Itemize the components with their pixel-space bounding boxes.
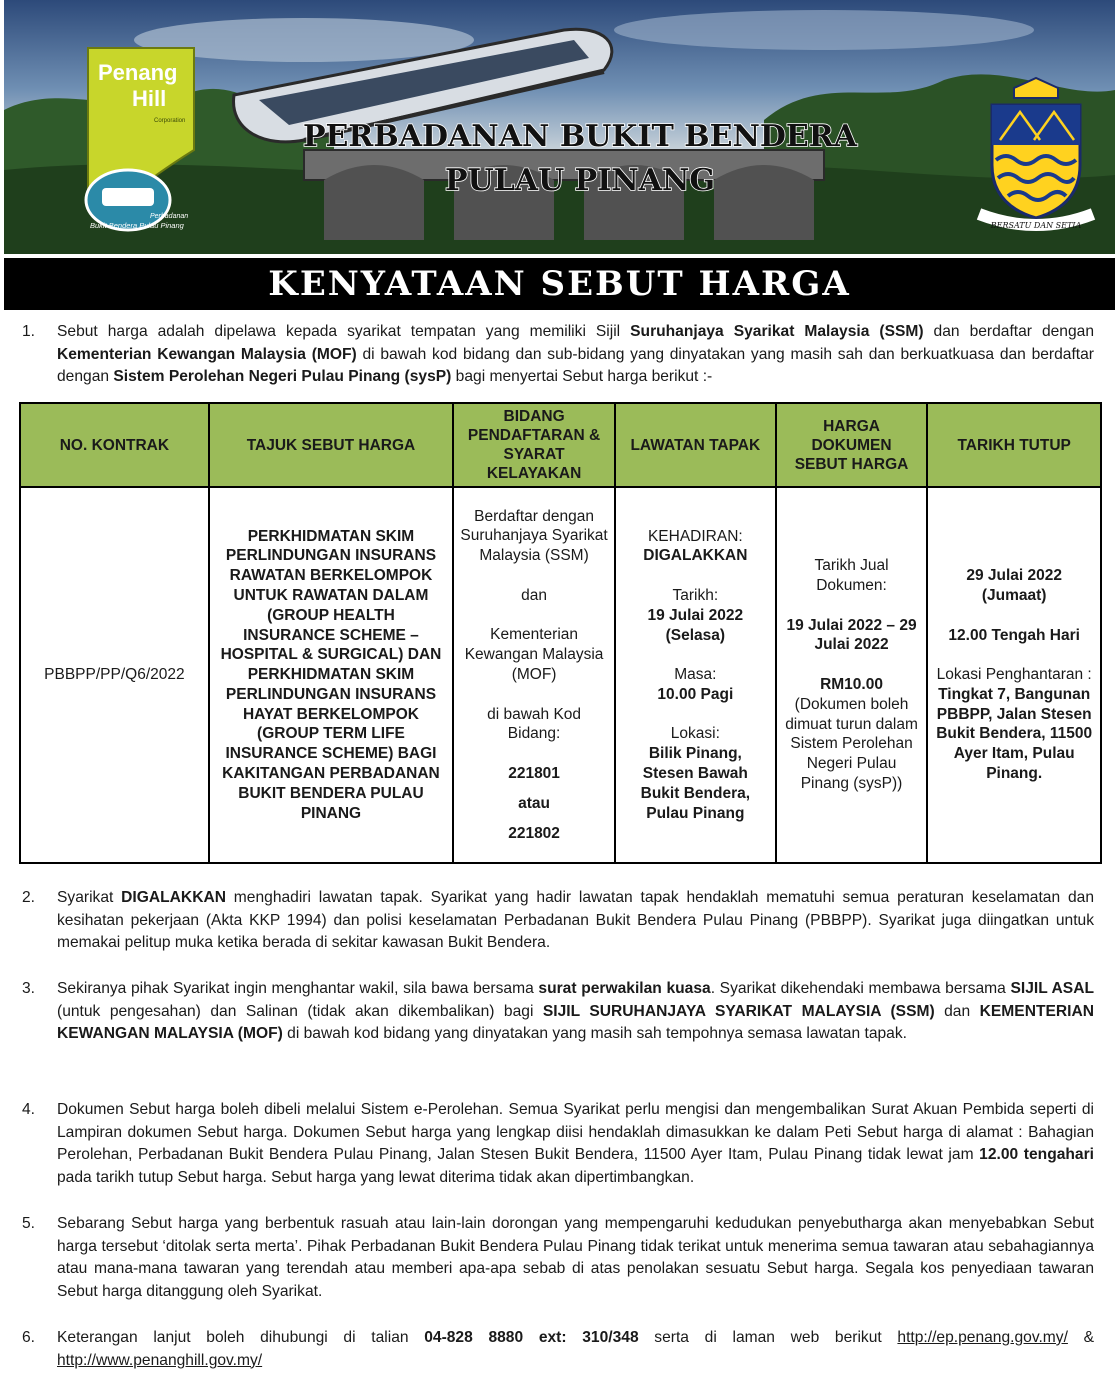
bold-run: surat perwakilan kuasa bbox=[538, 980, 711, 997]
paragraph-text: Sebarang Sebut harga yang berbentuk rasuah atau lain-lain dorongan yang mempengaruhi kedudukan penyebutharga akan menyebabkan Sebut harga tersebut ‘ditolak serta merta’. Pihak Perbadanan Bukit Bendera Pulau Pinang tidak terikat untuk menerima semua tawaran atau sebahagiannya atau mana-mana tawaran yang terendah atau memberi apa-apa sebab di atas penolakan sesuatu Sebut harga. Segala kos penyediaan tawaran Sebut harga ditanggung oleh Syarikat. bbox=[57, 1215, 1094, 1300]
crest-motto: BERSATU DAN SETIA bbox=[990, 221, 1082, 230]
text-run: serta di laman web berikut bbox=[638, 1329, 898, 1346]
title-bar bbox=[4, 258, 1115, 310]
bold-run: Suruhanjaya Syarikat Malaysia (SSM) bbox=[630, 323, 924, 340]
text-run: di bawah kod bidang dan sub-bidang yang dinyatakan yang masih sah dan berkuatkuasa dan berdaftar dengan bbox=[57, 345, 1094, 385]
paragraph-text bbox=[57, 887, 1094, 955]
bold-run: SIJIL ASAL bbox=[1010, 980, 1094, 997]
bold-run: KEMENTERIAN KEWANGAN MALAYSIA (MOF) bbox=[57, 1002, 1094, 1042]
bold-run: SIJIL SURUHANJAYA SYARIKAT MALAYSIA (SSM) bbox=[542, 1002, 935, 1020]
lawatan-lokasi-label: Lokasi: bbox=[670, 725, 720, 743]
text-run: Dokumen Sebut harga boleh dibeli melalui Sistem e-Perolehan. Semua Syarikat perlu mengisi dan mengembalikan Surat Akuan Pembida seperti di Lampiran dokumen Sebut harga. Dokumen Sebut harga yang lengkap diisi hendaklah dimasukkan ke dalam Peti Sebut harga di alamat : Bahagian Perolehan, Perbadanan Bukit Bendera Pulau Pinang, Jalan Stesen Bukit Bendera, 11500 Ayer Itam, Pulau Pinang tidak lewat jam bbox=[57, 1101, 1094, 1163]
tutup-lokasi: Tingkat 7, Bangunan PBBPP, Jalan Stesen Bukit Bendera, 11500 Ayer Itam, Pulau Pinang. bbox=[936, 685, 1093, 783]
lawatan-tarikh: 19 Julai 2022 (Selasa) bbox=[647, 606, 744, 644]
paragraph-1 bbox=[22, 321, 1094, 389]
bidang-atau: atau bbox=[518, 794, 550, 812]
harga-jual-label: Tarikh Jual Dokumen: bbox=[814, 557, 889, 595]
paragraph-5 bbox=[22, 1213, 1094, 1303]
lawatan-tarikh-label: Tarikh: bbox=[672, 586, 719, 604]
paragraph-text bbox=[57, 321, 1094, 389]
paragraph-number: 4. bbox=[22, 1101, 36, 1118]
text-run: . Syarikat dikehendaki membawa bersama bbox=[710, 980, 1011, 997]
cell-bidang bbox=[453, 487, 615, 863]
harga-amount: RM10.00 bbox=[820, 676, 883, 693]
text-run: bagi menyertai Sebut harga berikut :- bbox=[451, 368, 713, 385]
bidang-mof: Kementerian Kewangan Malaysia (MOF) bbox=[464, 626, 604, 683]
lawatan-masa-label: Masa: bbox=[674, 666, 717, 684]
cell-no-kontrak: PBBPP/PP/Q6/2022 bbox=[20, 487, 209, 863]
text-run: & bbox=[1067, 1329, 1095, 1346]
text-run: pada tarikh tutup Sebut harga. Sebut harga yang lewat diterima tidak akan dipertimbangkan. bbox=[57, 1168, 695, 1186]
header-banner bbox=[4, 0, 1115, 254]
cell-tajuk: PERKHIDMATAN SKIM PERLINDUNGAN INSURANS RAWATAN BERKELOMPOK UNTUK RAWATAN DALAM (GROUP HEALTH INSURANCE SCHEME – HOSPITAL & SURGICAL) DAN PERKHIDMATAN SKIM PERLINDUNGAN INSURANS HAYAT BERKELOMPOK (GROUP TERM LIFE INSURANCE SCHEME) BAGI KAKITANGAN PERBADANAN BUKIT BENDERA PULAU PINANG bbox=[209, 487, 453, 863]
paragraph-number: 2. bbox=[22, 889, 36, 906]
bidang-kod-2: 221802 bbox=[508, 824, 560, 842]
paragraph-number: 3. bbox=[22, 980, 36, 997]
text-run: dan bbox=[934, 1002, 980, 1020]
tutup-tarikh: 29 Julai 2022 (Jumaat) bbox=[966, 567, 1063, 604]
logo-ribbon-bottom: Bukit Bendera Pulau Pinang bbox=[90, 221, 184, 230]
logo-ribbon-top: Perbadanan bbox=[150, 213, 189, 220]
paragraph-number: 1. bbox=[22, 323, 36, 340]
harga-jual-tarikh: 19 Julai 2022 – 29 Julai 2022 bbox=[786, 616, 917, 654]
bold-run: DIGALAKKAN bbox=[121, 889, 226, 906]
bold-run: Kementerian Kewangan Malaysia (MOF) bbox=[57, 345, 357, 363]
org-name-line2: PULAU PINANG bbox=[444, 163, 716, 198]
logo-text-penang: Penang bbox=[98, 60, 178, 85]
tutup-lokasi-label: Lokasi Penghantaran : bbox=[936, 666, 1092, 684]
paragraph-6 bbox=[22, 1327, 1094, 1372]
bold-run: Sistem Perolehan Negeri Pulau Pinang (sysP) bbox=[113, 368, 452, 385]
bidang-kod-label: di bawah Kod Bidang: bbox=[487, 705, 582, 743]
text-run: di bawah kod bidang yang dinyatakan yang masih sah tempohnya semasa lawatan tapak. bbox=[282, 1025, 907, 1042]
phone-number: 04-828 8880 ext: 310/348 bbox=[424, 1329, 639, 1346]
banner-illustration bbox=[4, 0, 1115, 254]
bidang-ssm: Berdaftar dengan Suruhanjaya Syarikat Malaysia (SSM) bbox=[460, 507, 608, 565]
paragraph-text bbox=[57, 1099, 1094, 1189]
paragraph-text bbox=[57, 1327, 1094, 1372]
bidang-dan: dan bbox=[521, 586, 547, 604]
lawatan-kehadiran: DIGALAKKAN bbox=[643, 547, 748, 565]
cell-tutup bbox=[927, 487, 1101, 863]
cell-harga bbox=[776, 487, 928, 863]
text-run: menghadiri lawatan tapak. Syarikat yang hadir lawatan tapak hendaklah mematuhi semua peraturan keselamatan dan kesihatan pekerjaan (Akta KKP 1994) dan polisi keselamatan Perbadanan Bukit Bendera Pulau Pinang (PBBPP). Syarikat juga diingatkan untuk memakai pelitup muka ketika berada di sekitar kawasan Bukit Bendera. bbox=[57, 889, 1094, 951]
paragraph-text bbox=[57, 978, 1094, 1046]
bold-run: 12.00 tengahari bbox=[979, 1146, 1094, 1163]
text-run: Sekiranya pihak Syarikat ingin menghantar wakil, sila bawa bersama bbox=[57, 980, 539, 997]
cell-lawatan bbox=[615, 487, 776, 863]
header-harga: HARGA DOKUMEN SEBUT HARGA bbox=[776, 403, 928, 487]
tutup-masa: 12.00 Tengah Hari bbox=[948, 626, 1080, 644]
table-row bbox=[20, 487, 1101, 863]
link-penanghill[interactable]: http://www.penanghill.gov.my/ bbox=[57, 1351, 263, 1369]
link-eperolehan[interactable]: http://ep.penang.gov.my/ bbox=[897, 1329, 1068, 1346]
quotation-table bbox=[19, 402, 1102, 864]
logo-text-hill: Hill bbox=[132, 86, 167, 111]
header-bidang: BIDANG PENDAFTARAN & SYARAT KELAYAKAN bbox=[453, 403, 615, 487]
lawatan-kehadiran-label: KEHADIRAN: bbox=[647, 527, 743, 545]
bidang-kod-1: 221801 bbox=[508, 764, 560, 782]
lawatan-lokasi: Bilik Pinang, Stesen Bawah Bukit Bendera, Pulau Pinang bbox=[640, 745, 751, 822]
text-run: dan berdaftar dengan bbox=[923, 323, 1094, 340]
header-no-kontrak: NO. KONTRAK bbox=[20, 403, 209, 487]
header-tutup: TARIKH TUTUP bbox=[927, 403, 1101, 487]
text-run: Keterangan lanjut boleh dihubungi di talian bbox=[57, 1329, 425, 1346]
harga-nota: (Dokumen boleh dimuat turun dalam Sistem Perolehan Negeri Pulau Pinang (sysP)) bbox=[785, 695, 918, 792]
text-run: Syarikat bbox=[57, 889, 122, 906]
paragraph-number: 6. bbox=[22, 1329, 36, 1346]
org-name-line1: PERBADANAN BUKIT BENDERA bbox=[303, 119, 857, 154]
paragraph-2 bbox=[22, 887, 1094, 955]
text-run: (untuk pengesahan) dan Salinan (tidak akan dikembalikan) bagi bbox=[57, 1002, 543, 1020]
logo-text-corporation: Corporation bbox=[154, 118, 186, 124]
header-tajuk: TAJUK SEBUT HARGA bbox=[209, 403, 453, 487]
paragraph-number: 5. bbox=[22, 1215, 36, 1232]
header-lawatan: LAWATAN TAPAK bbox=[615, 403, 776, 487]
paragraph-4 bbox=[22, 1099, 1094, 1189]
page-title: KENYATAAN SEBUT HARGA bbox=[268, 264, 851, 304]
table-header-row bbox=[20, 403, 1101, 487]
paragraph-3 bbox=[22, 978, 1094, 1046]
text-run: Sebut harga adalah dipelawa kepada syarikat tempatan yang memiliki Sijil bbox=[57, 323, 631, 340]
lawatan-masa: 10.00 Pagi bbox=[657, 685, 734, 703]
